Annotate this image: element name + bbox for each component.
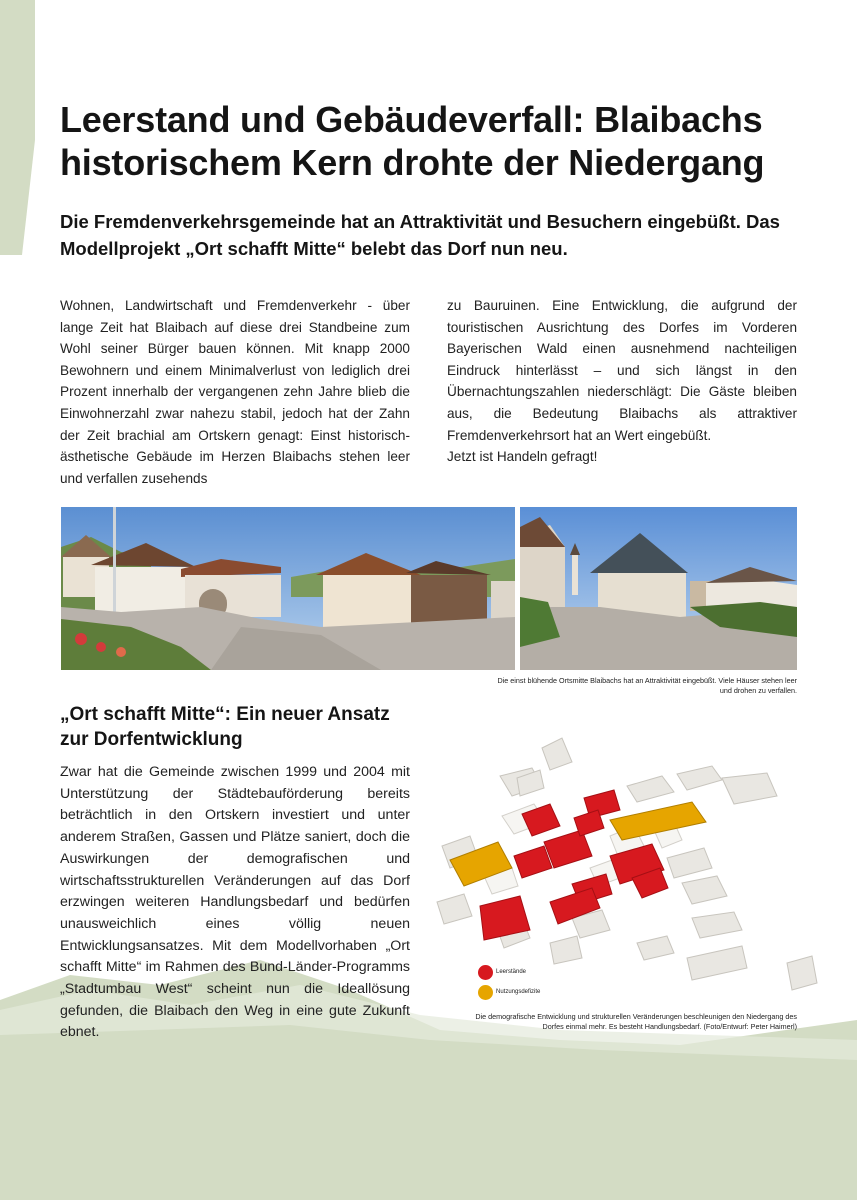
legend-label: Leerstände <box>496 969 527 975</box>
legend-label: Nutzungsdefizite <box>496 989 541 995</box>
legend-item-vacancies <box>478 962 540 982</box>
article-title: Leerstand und Gebäudeverfall: Blaibachs historischem Kern drohte der Niedergang <box>60 99 765 183</box>
section-body: Zwar hat die Gemeinde zwischen 1999 und 2004 mit Unterstützung der Städtebauförderung bereits beträchtlich in den Ortskern investiert und unter anderem Straßen, Gassen und Plätze saniert, doch die Auswirkungen der demografischen und wirtschaftsstrukturellen Veränderungen auf das Dorf erzwingen weiteren Handlungsbedarf und bedürfen unausweichlich eines völlig neuen Entwicklungsansatzes. Mit dem Modellvorhaben „Ort schafft Mitte“ im Rahmen des Bund-Länder-Programms „Stadtumbau West“ scheint nun die Ideallösung gefunden, die Blaibach den Weg in eine gute Zukunft ebnet. <box>60 764 410 1041</box>
village-model-diagram <box>422 718 822 1003</box>
village-square-photo <box>520 507 797 670</box>
village-panorama-photo <box>61 507 515 670</box>
diagram-legend <box>478 962 540 1002</box>
article-subtitle: Die Fremdenverkehrsgemeinde hat an Attraktivität und Besuchern eingebüßt. Das Modellprojekt „Ort schafft Mitte“ belebt das Dorf nun neu. <box>60 211 780 259</box>
intro-column-2-closing: Jetzt ist Handeln gefragt! <box>447 449 598 465</box>
legend-item-usage-deficits <box>478 982 540 1002</box>
intro-column-2 <box>447 295 797 468</box>
legend-swatch-red <box>478 965 493 980</box>
photo-caption: Die einst blühende Ortsmitte Blaibachs hat an Attraktivität eingebüßt. Viele Häuser stehen leer und drohen zu verfallen. <box>497 676 797 695</box>
legend-swatch-yellow <box>478 985 493 1000</box>
section-heading: „Ort schafft Mitte“: Ein neuer Ansatz zur Dorfentwicklung <box>60 704 390 750</box>
left-green-tab <box>0 0 35 255</box>
intro-column-1: Wohnen, Landwirtschaft und Fremdenverkehr - über lange Zeit hat Blaibach auf diese drei Standbeine zum Wohl seiner Bürger bauen können. Mit knapp 2000 Bewohnern und einem Minimalverlust von lediglich drei Prozent innerhalb der vergangenen zehn Jahre blieb die Einwohnerzahl zwar nahezu stabil, jedoch hat der Zahn der Zeit brachial am Ortskern genagt: Einst historisch-ästhetische Gebäude im Herzen Blaibachs stehen leer und verfallen zusehends <box>60 298 410 486</box>
intro-column-2-text: zu Bauruinen. Eine Entwicklung, die aufgrund der touristischen Ausrichtung des Dorfes im Vorderen Bayerischen Wald einen ausnehmend nachteiligen Eindruck hinterlässt – und sich längst in den Übernachtungszahlen niederschlägt: Die Gäste bleiben aus, die Bedeutung Blaibachs als attraktiver Fremdenverkehrsort hat an Wert eingebüßt. <box>447 298 797 443</box>
diagram-caption: Die demografische Entwicklung und strukturellen Veränderungen beschleunigen den Niedergang des Dorfes einmal mehr. Es besteht Handlungsbedarf. (Foto/Entwurf: Peter Haimerl) <box>475 1012 797 1031</box>
